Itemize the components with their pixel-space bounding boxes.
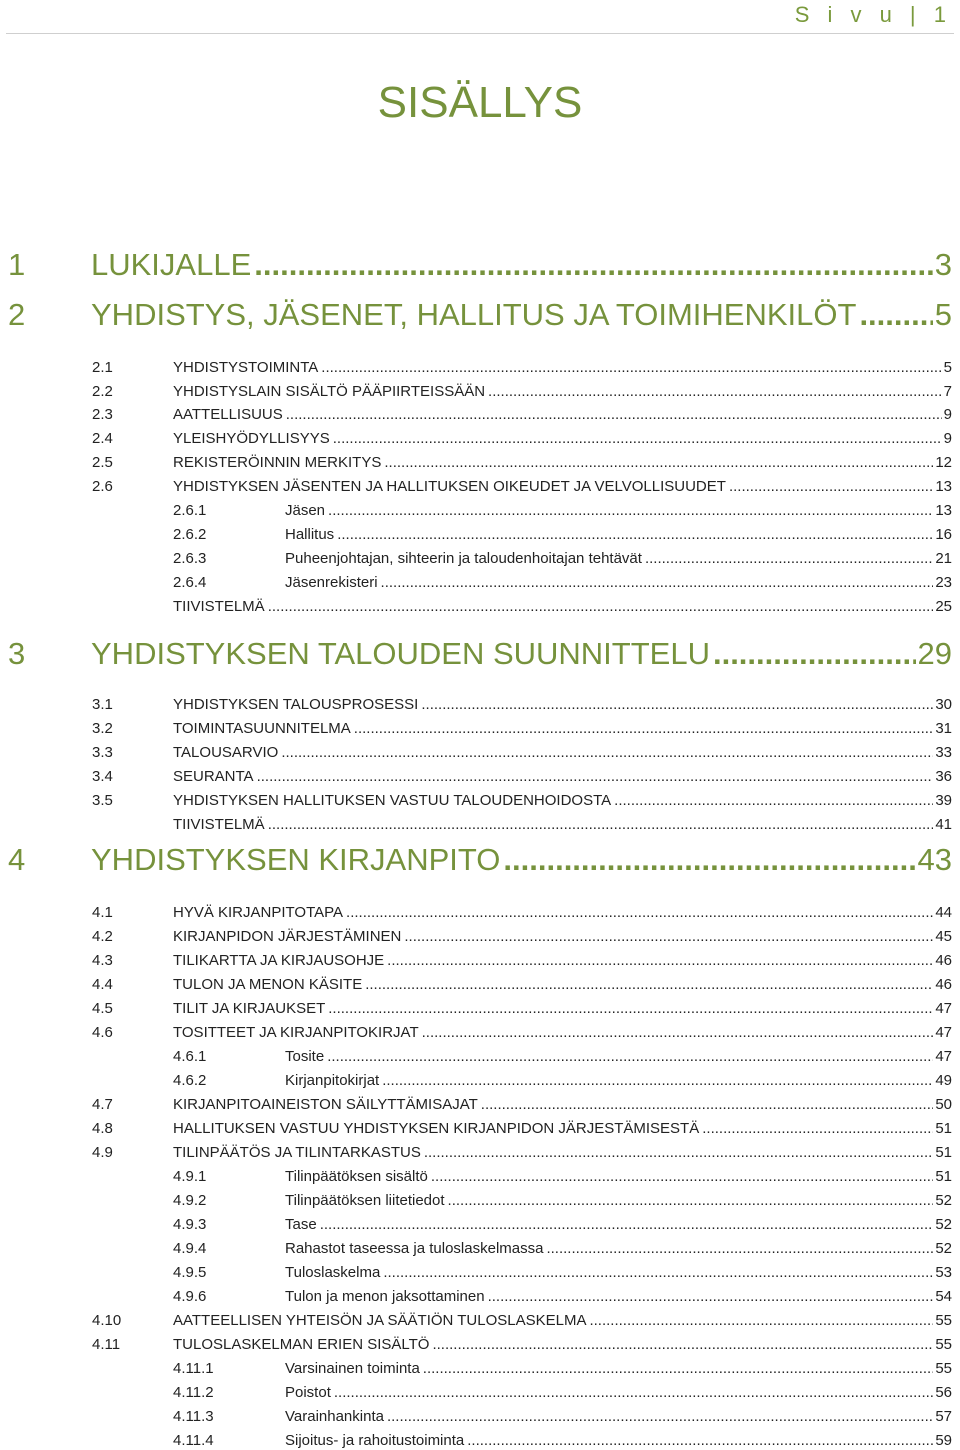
toc-entry-number: 2.4: [92, 430, 113, 447]
toc-entry-number: 4.9: [92, 1144, 113, 1161]
toc-entry-title: YHDISTYKSEN HALLITUKSEN VASTUU TALOUDENHOIDOSTA: [173, 792, 612, 809]
toc-leader-dots: [346, 904, 933, 921]
toc-entry-number: 4.11.4: [173, 1432, 214, 1449]
toc-entry[interactable]: [92, 354, 952, 376]
toc-leader-dots: [381, 574, 934, 591]
toc-leader-dots: [503, 842, 915, 878]
toc-entry-title: TOSITTEET JA KIRJANPITOKIRJAT: [173, 1024, 419, 1041]
toc-entry-title: TALOUSARVIO: [173, 744, 279, 761]
toc-entry-number: 2.2: [92, 383, 113, 400]
toc-entry-number: 4.3: [92, 952, 113, 969]
toc-entry-number: 4.1: [92, 904, 113, 921]
toc-entry-title: TULON JA MENON KÄSITE: [173, 976, 363, 993]
toc-entry[interactable]: [173, 1403, 952, 1425]
toc-entry-title: Tilinpäätöksen sisältö: [285, 1168, 428, 1185]
toc-entry[interactable]: [173, 545, 952, 567]
toc-entry-page: 47: [935, 1000, 952, 1017]
toc-entry-page: 50: [935, 1096, 952, 1113]
toc-leader-dots: [321, 359, 941, 376]
toc-entry-page: 23: [935, 574, 952, 591]
toc-entry[interactable]: [92, 691, 952, 713]
toc-entry-title: YHDISTYKSEN JÄSENTEN JA HALLITUKSEN OIKEUDET JA VELVOLLISUUDET: [173, 478, 726, 495]
toc-entry-number: 3.5: [92, 792, 113, 809]
toc-entry-title: YLEISHYÖDYLLISYYS: [173, 430, 330, 447]
toc-leader-dots: [729, 478, 933, 495]
toc-entry-title: Tase: [285, 1216, 317, 1233]
toc-entry[interactable]: [173, 569, 952, 591]
toc-leader-dots: [337, 526, 933, 543]
toc-entry-title: TILIKARTTA JA KIRJAUSOHJE: [173, 952, 385, 969]
toc-entry-page: 51: [935, 1120, 952, 1137]
toc-entry-title: LUKIJALLE: [91, 247, 252, 282]
toc-entry[interactable]: [173, 593, 952, 615]
toc-entry-title: Tilinpäätöksen liitetiedot: [285, 1192, 445, 1209]
toc-entry-number: 2.6.2: [173, 526, 207, 543]
toc-entry-page: 39: [935, 792, 952, 809]
toc-entry[interactable]: [92, 1139, 952, 1161]
toc-entry-title: YHDISTYKSEN TALOUSPROSESSI: [173, 696, 419, 713]
toc-entry[interactable]: [173, 1067, 952, 1089]
toc-entry[interactable]: [92, 401, 952, 423]
toc-leader-dots: [432, 1336, 933, 1353]
toc-entry-number: 4.9.2: [173, 1192, 207, 1209]
toc-entry-number: 4.8: [92, 1120, 113, 1137]
toc-entry-title: Rahastot taseessa ja tuloslaskelmassa: [285, 1240, 544, 1257]
toc-entry-title: Tulon ja menon jaksottaminen: [285, 1288, 485, 1305]
toc-entry-page: 3: [934, 247, 952, 282]
toc-entry-page: 12: [935, 454, 952, 471]
toc-leader-dots: [424, 1144, 933, 1161]
toc-entry-page: 44: [935, 904, 952, 921]
toc-entry-page: 53: [935, 1264, 952, 1281]
toc-entry[interactable]: [173, 811, 952, 833]
toc-entry[interactable]: [92, 899, 952, 921]
toc-entry[interactable]: [92, 947, 952, 969]
toc-entry-page: 25: [935, 598, 952, 615]
toc-entry-number: 4.2: [92, 928, 113, 945]
toc-entry-number: 4.6: [92, 1024, 113, 1041]
toc-entry-page: 56: [935, 1384, 952, 1401]
toc-entry-page: 51: [935, 1144, 952, 1161]
toc-leader-dots: [702, 1120, 933, 1137]
toc-entry-page: 46: [935, 952, 952, 969]
toc-entry-page: 41: [935, 816, 952, 833]
toc-entry-number: 4.10: [92, 1312, 122, 1329]
toc-leader-dots: [254, 247, 932, 283]
toc-entry-number: 4.9.4: [173, 1240, 207, 1257]
toc-entry-number: 4.9.1: [173, 1168, 207, 1185]
toc-entry-number: 2.6: [92, 478, 113, 495]
toc-leader-dots: [614, 792, 933, 809]
toc-entry-title: Varainhankinta: [285, 1408, 384, 1425]
toc-entry-title: SEURANTA: [173, 768, 254, 785]
toc-leader-dots: [488, 383, 942, 400]
toc-leader-dots: [645, 550, 933, 567]
toc-leader-dots: [589, 1312, 933, 1329]
toc-entry-number: 4.5: [92, 1000, 113, 1017]
toc-leader-dots: [713, 636, 916, 672]
toc-entry[interactable]: [92, 763, 952, 785]
toc-leader-dots: [422, 1024, 934, 1041]
toc-entry[interactable]: [173, 1427, 952, 1449]
toc-entry-page: 47: [935, 1024, 952, 1041]
toc-entry-number: 2.3: [92, 406, 113, 423]
toc-leader-dots: [268, 816, 934, 833]
toc-entry-page: 29: [917, 636, 952, 671]
toc-entry[interactable]: [92, 739, 952, 761]
toc-entry-title: YHDISTYSTOIMINTA: [173, 359, 319, 376]
toc-entry-number: 4.4: [92, 976, 113, 993]
toc-entry-title: Puheenjohtajan, sihteerin ja taloudenhoitajan tehtävät: [285, 550, 642, 567]
toc-entry-number: 3.2: [92, 720, 113, 737]
toc-entry-title: YHDISTYS, JÄSENET, HALLITUS JA TOIMIHENKILÖT: [91, 297, 857, 332]
toc-entry[interactable]: [92, 995, 952, 1017]
toc-entry-page: 55: [935, 1336, 952, 1353]
toc-entry-page: 21: [935, 550, 952, 567]
toc-entry-page: 9: [943, 430, 952, 447]
toc-entry[interactable]: [92, 1091, 952, 1113]
toc-leader-dots: [320, 1216, 934, 1233]
toc-leader-dots: [421, 696, 933, 713]
toc-leader-dots: [423, 1360, 934, 1377]
toc-entry-title: AATTEELLISEN YHTEISÖN JA SÄÄTIÖN TULOSLASKELMA: [173, 1312, 587, 1329]
toc-entry[interactable]: [92, 923, 952, 945]
toc-entry-number: 2.6.3: [173, 550, 207, 567]
toc-leader-dots: [328, 502, 933, 519]
toc-entry-number: 4.9.5: [173, 1264, 207, 1281]
toc-entry-page: 5: [943, 359, 952, 376]
toc-entry[interactable]: [173, 1283, 952, 1305]
toc-leader-dots: [327, 1048, 933, 1065]
toc-entry-page: 52: [935, 1240, 952, 1257]
toc-entry-number: 4.9.6: [173, 1288, 207, 1305]
toc-entry[interactable]: [173, 1043, 952, 1065]
toc-entry-title: REKISTERÖINNIN MERKITYS: [173, 454, 382, 471]
toc-entry-title: Jäsenrekisteri: [285, 574, 378, 591]
toc-entry[interactable]: [8, 243, 952, 283]
toc-leader-dots: [448, 1192, 934, 1209]
toc-entry-title: TILIT JA KIRJAUKSET: [173, 1000, 326, 1017]
toc-leader-dots: [328, 1000, 933, 1017]
toc-entry-title: TIIVISTELMÄ: [173, 598, 265, 615]
toc-entry[interactable]: [92, 1019, 952, 1041]
toc-entry-number: 4.11.3: [173, 1408, 214, 1425]
toc-entry-title: TULOSLASKELMAN ERIEN SISÄLTÖ: [173, 1336, 430, 1353]
toc-entry-page: 52: [935, 1192, 952, 1209]
toc-leader-dots: [488, 1288, 934, 1305]
toc-entry-title: TILINPÄÄTÖS JA TILINTARKASTUS: [173, 1144, 421, 1161]
toc-leader-dots: [365, 976, 933, 993]
toc-entry-page: 13: [935, 502, 952, 519]
toc-entry-page: 5: [934, 297, 952, 332]
toc-entry-page: 16: [935, 526, 952, 543]
toc-entry[interactable]: [92, 1307, 952, 1329]
toc-entry-title: Varsinainen toiminta: [285, 1360, 420, 1377]
toc-entry-title: YHDISTYKSEN KIRJANPITO: [91, 842, 501, 877]
toc-entry[interactable]: [92, 473, 952, 495]
toc-entry-number: 4.7: [92, 1096, 113, 1113]
toc-entry[interactable]: [173, 521, 952, 543]
toc-leader-dots: [481, 1096, 934, 1113]
toc-leader-dots: [334, 1384, 933, 1401]
toc-entry-title: HALLITUKSEN VASTUU YHDISTYKSEN KIRJANPIDON JÄRJESTÄMISESTÄ: [173, 1120, 700, 1137]
toc-entry-page: 7: [943, 383, 952, 400]
toc-entry-page: 43: [917, 842, 952, 877]
toc-entry[interactable]: [8, 632, 952, 672]
toc-entry-page: 55: [935, 1360, 952, 1377]
toc-leader-dots: [257, 768, 934, 785]
toc-entry-title: Sijoitus- ja rahoitustoiminta: [285, 1432, 465, 1449]
toc-leader-dots: [387, 1408, 933, 1425]
toc-entry-number: 2.6.4: [173, 574, 207, 591]
toc-entry-number: 2: [8, 297, 26, 332]
toc-entry-page: 46: [935, 976, 952, 993]
toc-leader-dots: [286, 406, 942, 423]
toc-entry[interactable]: [173, 1259, 952, 1281]
toc-entry[interactable]: [8, 293, 952, 333]
toc-leader-dots: [387, 952, 933, 969]
toc-entry-number: 3.4: [92, 768, 113, 785]
toc-entry[interactable]: [92, 1331, 952, 1353]
toc-leader-dots: [859, 297, 932, 333]
toc-entry-title: Kirjanpitokirjat: [285, 1072, 380, 1089]
toc-entry-title: Poistot: [285, 1384, 331, 1401]
toc-entry-number: 2.6.1: [173, 502, 207, 519]
toc-entry-page: 55: [935, 1312, 952, 1329]
toc-entry-number: 4: [8, 842, 26, 877]
toc-entry-page: 33: [935, 744, 952, 761]
toc-entry-number: 2.1: [92, 359, 113, 376]
toc-entry-page: 45: [935, 928, 952, 945]
toc-entry[interactable]: [173, 1235, 952, 1257]
toc-entry-page: 59: [935, 1432, 952, 1449]
toc-leader-dots: [382, 1072, 933, 1089]
toc-entry-number: 3: [8, 636, 26, 671]
toc-entry-number: 4.11.1: [173, 1360, 214, 1377]
toc-entry-number: 2.5: [92, 454, 113, 471]
toc-leader-dots: [384, 454, 933, 471]
toc-entry-page: 31: [935, 720, 952, 737]
toc-entry[interactable]: [92, 378, 952, 400]
toc-entry[interactable]: [92, 425, 952, 447]
toc-entry[interactable]: [92, 971, 952, 993]
toc-entry-title: AATTELLISUUS: [173, 406, 283, 423]
toc-entry-title: KIRJANPIDON JÄRJESTÄMINEN: [173, 928, 402, 945]
page-number-header: S i v u | 1: [794, 2, 952, 27]
toc-entry-number: 1: [8, 247, 26, 282]
toc-entry-number: 3.1: [92, 696, 113, 713]
toc-entry[interactable]: [92, 787, 952, 809]
toc-entry-title: Tosite: [285, 1048, 325, 1065]
toc-entry[interactable]: [173, 1211, 952, 1233]
toc-entry-page: 9: [943, 406, 952, 423]
toc-entry-page: 54: [935, 1288, 952, 1305]
toc-entry[interactable]: [173, 1379, 952, 1401]
toc-entry[interactable]: [92, 449, 952, 471]
toc-entry-title: YHDISTYSLAIN SISÄLTÖ PÄÄPIIRTEISSÄÄN: [173, 383, 486, 400]
toc-entry-number: 4.9.3: [173, 1216, 207, 1233]
toc-entry-title: Hallitus: [285, 526, 335, 543]
toc-entry-title: Tuloslaskelma: [285, 1264, 381, 1281]
toc-entry-number: 4.11.2: [173, 1384, 214, 1401]
toc-entry-number: 4.6.1: [173, 1048, 207, 1065]
toc-entry-number: 3.3: [92, 744, 113, 761]
toc-entry-title: TOIMINTASUUNNITELMA: [173, 720, 351, 737]
toc-leader-dots: [281, 744, 933, 761]
toc-entry[interactable]: [173, 497, 952, 519]
toc-leader-dots: [333, 430, 942, 447]
toc-leader-dots: [546, 1240, 933, 1257]
toc-entry-title: HYVÄ KIRJANPITOTAPA: [173, 904, 344, 921]
toc-entry-page: 30: [935, 696, 952, 713]
toc-entry[interactable]: [173, 1355, 952, 1377]
toc-entry-title: Jäsen: [285, 502, 326, 519]
toc-entry[interactable]: [8, 838, 952, 878]
toc-leader-dots: [404, 928, 933, 945]
toc-leader-dots: [431, 1168, 933, 1185]
toc-entry-title: TIIVISTELMÄ: [173, 816, 265, 833]
toc-entry-page: 52: [935, 1216, 952, 1233]
toc-entry-title: KIRJANPITOAINEISTON SÄILYTTÄMISAJAT: [173, 1096, 478, 1113]
toc-entry-number: 4.6.2: [173, 1072, 207, 1089]
toc-leader-dots: [268, 598, 934, 615]
toc-leader-dots: [383, 1264, 933, 1281]
toc-leader-dots: [354, 720, 934, 737]
toc-entry-page: 13: [935, 478, 952, 495]
toc-entry-page: 47: [935, 1048, 952, 1065]
toc-entry[interactable]: [92, 715, 952, 737]
toc-entry[interactable]: [173, 1163, 952, 1185]
toc-entry[interactable]: [92, 1115, 952, 1137]
toc-entry-page: 51: [935, 1168, 952, 1185]
toc-entry-title: YHDISTYKSEN TALOUDEN SUUNNITTELU: [91, 636, 710, 671]
page-title: SISÄLLYS: [377, 78, 583, 127]
toc-leader-dots: [467, 1432, 933, 1449]
toc-entry[interactable]: [173, 1187, 952, 1209]
toc-entry-page: 36: [935, 768, 952, 785]
toc-entry-page: 49: [935, 1072, 952, 1089]
toc-entry-page: 57: [935, 1408, 952, 1425]
toc-entry-number: 4.11: [92, 1336, 121, 1353]
